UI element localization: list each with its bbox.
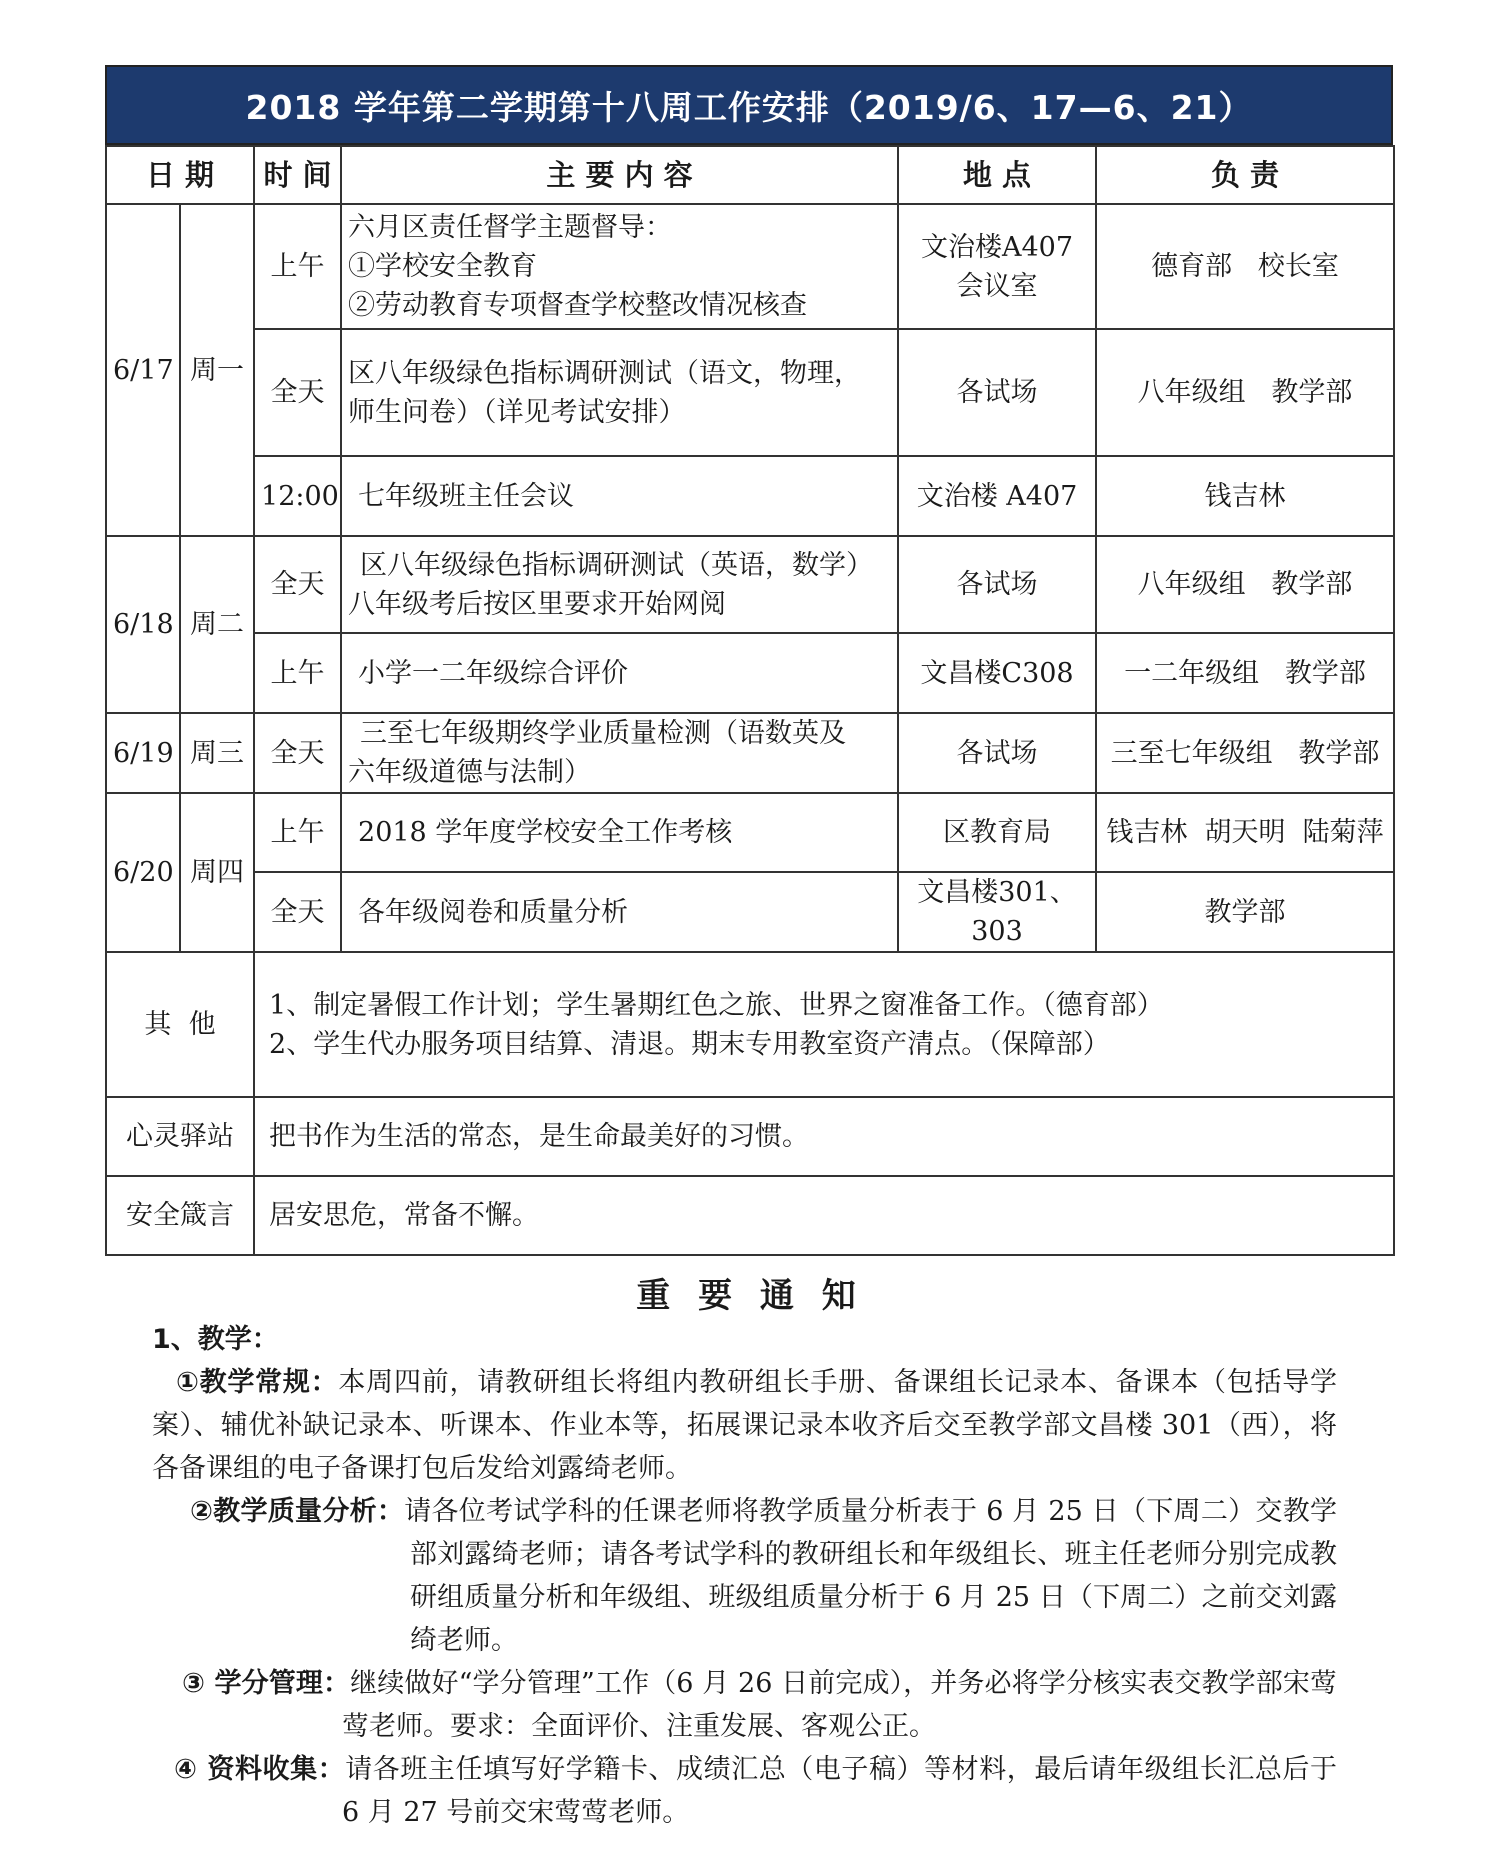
safety-text: 居安思危，常备不懈。 — [254, 1176, 1394, 1255]
other-content — [254, 952, 1394, 1097]
place-line: 会议室 — [956, 270, 1038, 302]
header-owner: 负 责 — [1096, 146, 1394, 204]
row-place: 各试场 — [898, 329, 1096, 456]
safety-row — [106, 1176, 1394, 1255]
row-content — [341, 713, 898, 793]
content-line: ①学校安全教育 — [348, 251, 538, 282]
notice-item-text: 请各位考试学科的任课老师将教学质量分析表于 6 月 25 日（下周二）交教学部刘露绮老师；请各考试学科的教研组长和年级组长、班主任老师分别完成教研组质量分析和年级组、班级组质量分析于 6 月 25 日（下周二）之前交刘露绮老师。 — [404, 1496, 1337, 1656]
row-owner: 钱吉林 胡天明 陆菊萍 — [1096, 793, 1394, 872]
day-weekday: 周一 — [180, 204, 254, 536]
row-time: 上午 — [254, 204, 341, 329]
row-time: 全天 — [254, 329, 341, 456]
place-line: 文治楼A407 — [920, 231, 1074, 263]
header-date: 日 期 — [106, 146, 254, 204]
notice-item-label: ①教学常规： — [176, 1367, 339, 1398]
row-owner: 钱吉林 — [1096, 456, 1394, 536]
notice-item — [152, 1490, 1337, 1662]
content-line: 八年级考后按区里要求开始网阅 — [348, 588, 727, 620]
notice-title: 重 要 通 知 — [636, 1276, 864, 1316]
row-time: 12:00 — [254, 456, 341, 536]
table-row — [106, 456, 1394, 536]
row-time: 全天 — [254, 872, 341, 952]
row-owner: 德育部 校长室 — [1096, 204, 1394, 329]
row-content — [341, 204, 898, 329]
day-date: 6/17 — [106, 204, 180, 536]
notice-item-label: ②教学质量分析： — [190, 1496, 405, 1527]
notice-item — [152, 1361, 1337, 1490]
table-row — [106, 536, 1394, 633]
row-content — [341, 536, 898, 633]
row-content: 2018 学年度学校安全工作考核 — [341, 793, 898, 872]
row-owner: 三至七年级组 教学部 — [1096, 713, 1394, 793]
row-content — [341, 329, 898, 456]
day-weekday: 周二 — [180, 536, 254, 713]
header-content: 主 要 内 容 — [341, 146, 898, 204]
other-row — [106, 952, 1394, 1097]
day-date: 6/20 — [106, 793, 180, 952]
row-place: 各试场 — [898, 713, 1096, 793]
content-line: 六年级道德与法制） — [348, 757, 592, 788]
row-content: 小学一二年级综合评价 — [341, 633, 898, 713]
schedule-sheet — [105, 65, 1393, 1256]
row-place: 各试场 — [898, 536, 1096, 633]
day-date: 6/19 — [106, 713, 180, 793]
row-content: 七年级班主任会议 — [341, 456, 898, 536]
row-time: 上午 — [254, 793, 341, 872]
row-owner: 教学部 — [1096, 872, 1394, 952]
other-line: 2、学生代办服务项目结算、清退。期末专用教室资产清点。（保障部） — [269, 1028, 1110, 1060]
row-time: 全天 — [254, 536, 341, 633]
content-line: 三至七年级期终学业质量检测（语数英及 — [360, 718, 847, 749]
notice-item — [152, 1748, 1337, 1834]
schedule-table — [105, 145, 1395, 1256]
row-time: 上午 — [254, 633, 341, 713]
day-weekday: 周三 — [180, 713, 254, 793]
content-line: 区八年级绿色指标调研测试（英语，数学） — [360, 549, 874, 581]
soul-row — [106, 1097, 1394, 1176]
row-place: 区教育局 — [898, 793, 1096, 872]
header-place: 地 点 — [898, 146, 1096, 204]
row-content: 各年级阅卷和质量分析 — [341, 872, 898, 952]
schedule-title: 2018 学年第二学期第十八周工作安排（2019/6、17—6、21） — [105, 65, 1393, 145]
row-place: 文治楼 A407 — [898, 456, 1096, 536]
table-row — [106, 204, 1394, 329]
row-owner: 八年级组 教学部 — [1096, 329, 1394, 456]
notice-item — [152, 1662, 1337, 1748]
other-line: 1、制定暑假工作计划；学生暑期红色之旅、世界之窗准备工作。（德育部） — [269, 989, 1164, 1021]
row-owner: 一二年级组 教学部 — [1096, 633, 1394, 713]
notice-section-heading: 1、教学： — [152, 1324, 279, 1355]
row-place: 文昌楼C308 — [898, 633, 1096, 713]
notice-item-text: 请各班主任填写好学籍卡、成绩汇总（电子稿）等材料，最后请年级组长汇总后于 6 月 27 号前交宋莺莺老师。 — [342, 1754, 1337, 1828]
safety-label: 安全箴言 — [106, 1176, 254, 1255]
soul-label: 心灵驿站 — [106, 1097, 254, 1176]
table-row — [106, 329, 1394, 456]
notice-body — [152, 1318, 1337, 1834]
content-line: 六月区责任督学主题督导： — [348, 212, 673, 243]
notice-item-text: 继续做好“学分管理”工作（6 月 26 日前完成），并务必将学分核实表交教学部宋莺莺老师。要求：全面评价、注重发展、客观公正。 — [342, 1668, 1338, 1742]
content-line: 区八年级绿色指标调研测试（语文，物理， — [348, 357, 862, 389]
other-label: 其 他 — [106, 952, 254, 1097]
table-row — [106, 713, 1394, 793]
notice-item-text: 本周四前，请教研组长将组内教研组长手册、备课组长记录本、备课本（包括导学案）、辅优补缺记录本、听课本、作业本等，拓展课记录本收齐后交至教学部文昌楼 301（西），将各备课组的电子备课打包后发给刘露绮老师。 — [152, 1367, 1337, 1484]
content-line: ②劳动教育专项督查学校整改情况核查 — [348, 290, 808, 321]
row-owner: 八年级组 教学部 — [1096, 536, 1394, 633]
soul-text: 把书作为生活的常态，是生命最美好的习惯。 — [254, 1097, 1394, 1176]
row-place: 文昌楼301、303 — [898, 872, 1096, 952]
row-place — [898, 204, 1096, 329]
table-row — [106, 793, 1394, 872]
day-weekday: 周四 — [180, 793, 254, 952]
header-time: 时 间 — [254, 146, 341, 204]
notice-item-label: ④ 资料收集： — [174, 1754, 346, 1785]
table-row — [106, 872, 1394, 952]
header-row — [106, 146, 1394, 204]
row-time: 全天 — [254, 713, 341, 793]
day-date: 6/18 — [106, 536, 180, 713]
table-row — [106, 633, 1394, 713]
content-line: 师生问卷）（详见考试安排） — [348, 396, 686, 428]
notice-item-label: ③ 学分管理： — [182, 1668, 351, 1699]
